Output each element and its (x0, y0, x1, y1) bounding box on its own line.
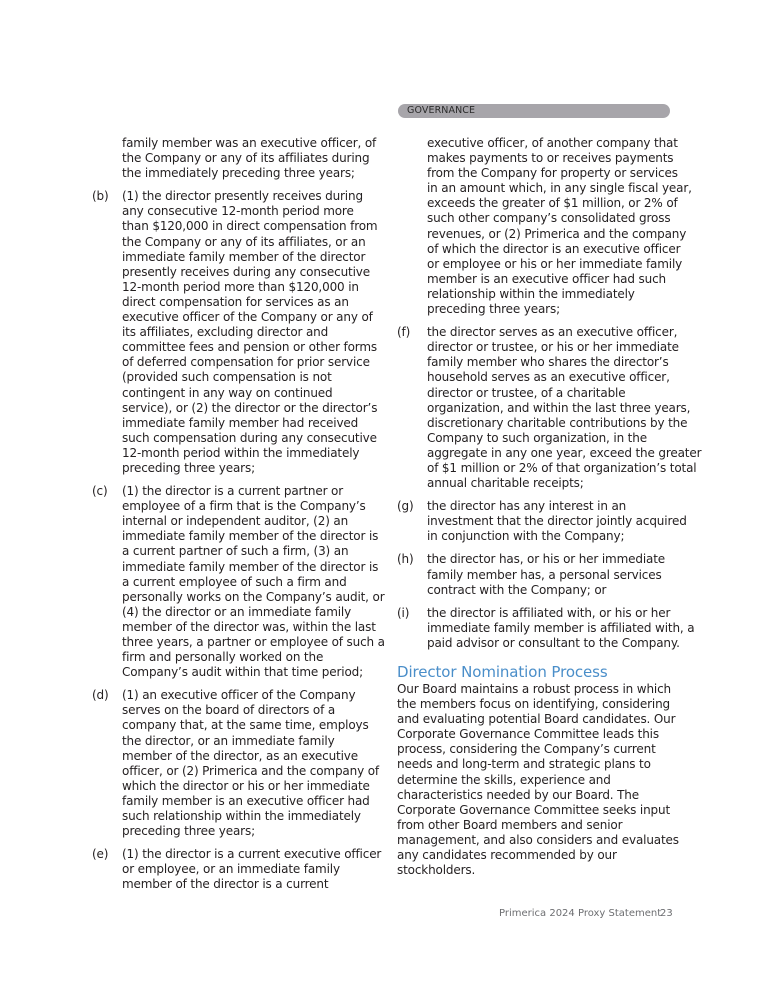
text-line: family member was an executive officer, of (122, 136, 377, 150)
list-item-text (122, 484, 385, 680)
text-line: any consecutive 12-month period more (122, 204, 354, 219)
text-line: the Company or any of its affiliates, or an (122, 234, 366, 249)
text-line: member of the director, as an executive (122, 748, 358, 763)
list-item (92, 688, 384, 839)
text-line: needs and long-term and strategic plans to (397, 757, 651, 772)
list-item-text (122, 688, 384, 839)
text-line: in conjunction with the Company; (427, 529, 625, 544)
right-column (397, 136, 702, 878)
list-item-text (427, 606, 694, 651)
section-heading: Director Nomination Process (397, 663, 608, 681)
text-line: the members focus on identifying, considering (397, 697, 671, 712)
list-item (397, 552, 682, 597)
list-marker: (b) (92, 189, 109, 204)
text-line: household serves as an executive officer, (427, 370, 670, 385)
text-line: paid advisor or consultant to the Company. (427, 635, 680, 650)
text-line: 12-month period more than $120,000 in (122, 279, 359, 294)
text-line: personally works on the Company’s audit, or (122, 589, 385, 604)
text-line: investment that the director jointly acquired (427, 514, 687, 529)
text-line: (1) an executive officer of the Company (122, 688, 356, 703)
text-line: direct compensation for services as an (122, 294, 349, 309)
text-line: from other Board members and senior (397, 817, 623, 832)
text-line: from the Company for property or services (427, 166, 678, 181)
text-line: preceding three years; (427, 302, 560, 317)
text-line: a current partner of such a firm, (3) an (122, 544, 349, 559)
text-line: executive officer, of another company that (427, 136, 678, 150)
text-line: makes payments to or receives payments (427, 151, 674, 166)
list-marker: (h) (397, 552, 414, 567)
text-line: the director has, or his or her immediate (427, 552, 666, 567)
list-item-continuation (397, 136, 692, 317)
list-item (92, 484, 384, 680)
list-item-continuation (92, 136, 384, 181)
text-line: of $1 million or 2% of that organization’s total (427, 460, 697, 475)
text-line: the director has any interest in an (427, 499, 627, 514)
text-line: management, and also considers and evaluates (397, 832, 679, 847)
text-line: (1) the director is a current partner or (122, 484, 344, 499)
text-line: characteristics needed by our Board. The (397, 787, 639, 802)
footer-document-title: Primerica 2024 Proxy Statement (499, 908, 662, 919)
text-line: in an amount which, in any single fiscal year, (427, 181, 692, 196)
text-line: a current employee of such a firm and (122, 574, 347, 589)
text-line: and evaluating potential Board candidates. Our (397, 712, 676, 727)
text-line: organization, and within the last three years, (427, 400, 691, 415)
left-list (92, 189, 384, 892)
text-line: (1) the director presently receives during (122, 189, 363, 204)
text-line: stockholders. (397, 863, 476, 878)
text-line: annual charitable receipts; (427, 476, 584, 491)
list-item (397, 325, 702, 491)
list-marker: (c) (92, 484, 108, 499)
text-line: such other company’s consolidated gross (427, 211, 671, 226)
text-line: family member is an executive officer had (122, 793, 370, 808)
text-line: family member has, a personal services (427, 567, 662, 582)
text-line: of deferred compensation for prior service (122, 355, 370, 370)
list-item (92, 847, 384, 892)
right-list (397, 325, 702, 651)
text-line: aggregate in any one year, exceed the greater (427, 445, 702, 460)
text-line: 12-month period within the immediately (122, 445, 360, 460)
text-line: firm and personally worked on the (122, 650, 324, 665)
text-line: company that, at the same time, employs (122, 718, 369, 733)
text-line: the director serves as an executive officer, (427, 325, 678, 340)
text-line: preceding three years; (122, 824, 255, 839)
left-column (92, 136, 384, 901)
text-line: immediate family member of the director is (122, 559, 379, 574)
text-line: determine the skills, experience and (397, 772, 611, 787)
list-item (397, 605, 695, 651)
text-line: discretionary charitable contributions by the (427, 415, 688, 430)
text-line: member is an executive officer had such (427, 271, 666, 286)
text-line: serves on the board of directors of a (122, 703, 336, 718)
list-item-text (427, 552, 682, 597)
text-line: the director is affiliated with, or his or her (427, 605, 671, 620)
list-item-text (427, 325, 701, 491)
list-item-text (122, 847, 384, 892)
text-line: immediate family member had received (122, 415, 359, 430)
text-line: the immediately preceding three years; (122, 166, 355, 181)
text-line: officer, or (2) Primerica and the company of (122, 763, 379, 778)
text-line: which the director or his or her immediate (122, 778, 370, 793)
list-item (397, 499, 687, 544)
text-line: preceding three years; (122, 460, 255, 475)
list-marker: (e) (92, 847, 109, 862)
text-line: process, considering the Company’s current (397, 742, 656, 757)
text-line: committee fees and pension or other forms (122, 340, 377, 355)
list-item-text (122, 136, 384, 181)
section-paragraph (397, 682, 682, 878)
text-line: director or trustee, or his or her immediate (427, 340, 679, 355)
text-line: employee of a firm that is the Company’s (122, 499, 366, 514)
text-line: contract with the Company; or (427, 582, 607, 597)
text-line: than $120,000 in direct compensation from (122, 219, 378, 234)
text-line: presently receives during any consecutive (122, 264, 370, 279)
list-marker (397, 136, 427, 317)
text-line: the director, or an immediate family (122, 733, 335, 748)
list-item-text (427, 136, 692, 317)
text-line: (4) the director or an immediate family (122, 604, 352, 619)
list-item-text (427, 499, 687, 544)
text-line: Company’s audit within that time period; (122, 665, 363, 680)
list-marker: (i) (397, 605, 410, 620)
text-line: Our Board maintains a robust process in which (397, 682, 671, 696)
text-line: exceeds the greater of $1 million, or 2% of (427, 196, 678, 211)
text-line: such relationship within the immediately (122, 809, 361, 824)
list-marker: (f) (397, 325, 411, 340)
text-line: of which the director is an executive officer (427, 241, 681, 256)
text-line: its affiliates, excluding director and (122, 325, 329, 340)
text-line: the Company or any of its affiliates during (122, 151, 370, 166)
text-line: family member who shares the director’s (427, 355, 669, 370)
text-line: revenues, or (2) Primerica and the company (427, 226, 687, 241)
list-marker: (g) (397, 499, 414, 514)
text-line: contingent in any way on continued (122, 385, 333, 400)
list-marker (92, 136, 122, 181)
text-line: member of the director is a current (122, 877, 329, 892)
text-line: or employee or his or her immediate family (427, 256, 683, 271)
text-line: Corporate Governance Committee seeks input (397, 802, 671, 817)
list-item (92, 189, 384, 476)
list-item-text (122, 189, 384, 476)
text-line: immediate family member of the director is (122, 529, 379, 544)
footer-page-number: 23 (660, 908, 673, 919)
text-line: director or trustee, of a charitable (427, 385, 626, 400)
text-line: immediate family member is affiliated with, a (427, 620, 695, 635)
text-line: (provided such compensation is not (122, 370, 332, 385)
text-line: immediate family member of the director (122, 249, 366, 264)
text-line: member of the director was, within the last (122, 619, 376, 634)
text-line: executive officer of the Company or any of (122, 310, 373, 325)
text-line: service), or (2) the director or the director’s (122, 400, 378, 415)
text-line: Company to such organization, in the (427, 430, 647, 445)
text-line: or employee, or an immediate family (122, 862, 340, 877)
text-line: such compensation during any consecutive (122, 430, 377, 445)
list-marker: (d) (92, 688, 109, 703)
text-line: (1) the director is a current executive officer (122, 847, 382, 862)
text-line: relationship within the immediately (427, 286, 635, 301)
text-line: internal or independent auditor, (2) an (122, 514, 349, 529)
section-label-governance: GOVERNANCE (398, 104, 670, 118)
text-line: three years, a partner or employee of such a (122, 635, 385, 649)
text-line: Corporate Governance Committee leads this (397, 727, 659, 742)
text-line: any candidates recommended by our (397, 848, 617, 863)
